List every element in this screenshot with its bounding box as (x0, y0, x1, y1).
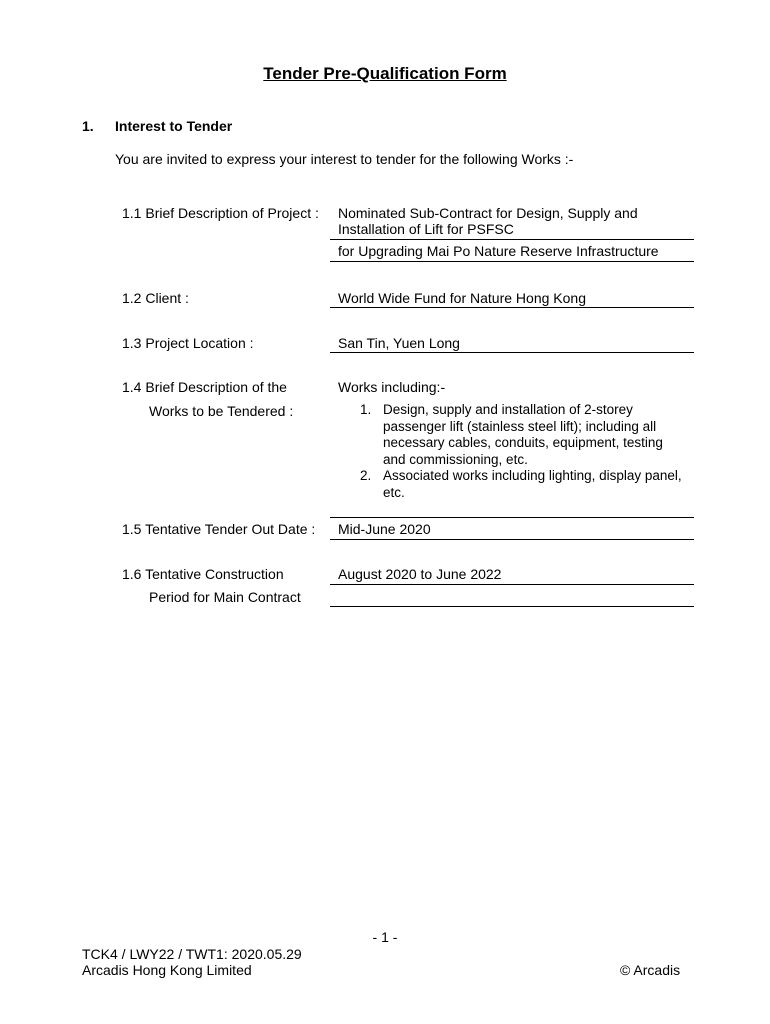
section-number: 1. (82, 118, 94, 134)
works-item (338, 468, 688, 501)
works-label-line2: Works to be Tendered : (149, 403, 294, 419)
works-item-text: Design, supply and installation of 2-storey passenger lift (stainless steel lift); including all necessary cables, conduits, equipment, testing and commissioning, etc. (383, 402, 663, 467)
tender-date-underline (330, 539, 694, 540)
footer-copyright: © Arcadis (620, 962, 681, 978)
construction-label-line1: 1.6 Tentative Construction (122, 566, 284, 582)
project-underline-2 (330, 261, 694, 262)
client-label: 1.2 Client : (122, 290, 189, 306)
project-underline (330, 239, 694, 240)
works-item-text: Associated works including lighting, display panel, etc. (383, 468, 682, 500)
location-value: San Tin, Yuen Long (338, 335, 460, 351)
page-number: - 1 - (372, 929, 398, 945)
works-item (338, 402, 688, 468)
construction-label-line2: Period for Main Contract (149, 589, 301, 605)
works-underline (330, 517, 694, 518)
works-label-line1: 1.4 Brief Description of the (122, 379, 287, 395)
construction-value: August 2020 to June 2022 (338, 566, 502, 582)
project-label: 1.1 Brief Description of Project : (122, 205, 319, 221)
client-value: World Wide Fund for Nature Hong Kong (338, 290, 586, 306)
intro-text: You are invited to express your interest to tender for the following Works :- (115, 151, 574, 167)
project-value-line2: Installation of Lift for PSFSC (338, 221, 514, 237)
project-value-line3: for Upgrading Mai Po Nature Reserve Infrastructure (338, 243, 659, 259)
works-item-list (338, 402, 688, 501)
tender-date-value: Mid-June 2020 (338, 521, 431, 537)
works-item-number: 1. (360, 402, 372, 417)
project-value-line1: Nominated Sub-Contract for Design, Supply and (338, 205, 638, 221)
location-label: 1.3 Project Location : (122, 335, 254, 351)
construction-underline (330, 584, 694, 585)
section-heading: Interest to Tender (115, 118, 233, 134)
location-underline (330, 352, 694, 353)
tender-date-label: 1.5 Tentative Tender Out Date : (122, 521, 316, 537)
construction-underline-2 (330, 606, 694, 607)
works-item-number: 2. (360, 468, 372, 483)
client-underline (330, 307, 694, 308)
form-title: Tender Pre-Qualification Form (263, 64, 507, 83)
footer-company: Arcadis Hong Kong Limited (82, 962, 252, 978)
footer-reference: TCK4 / LWY22 / TWT1: 2020.05.29 (82, 946, 302, 962)
works-intro: Works including:- (338, 379, 446, 395)
